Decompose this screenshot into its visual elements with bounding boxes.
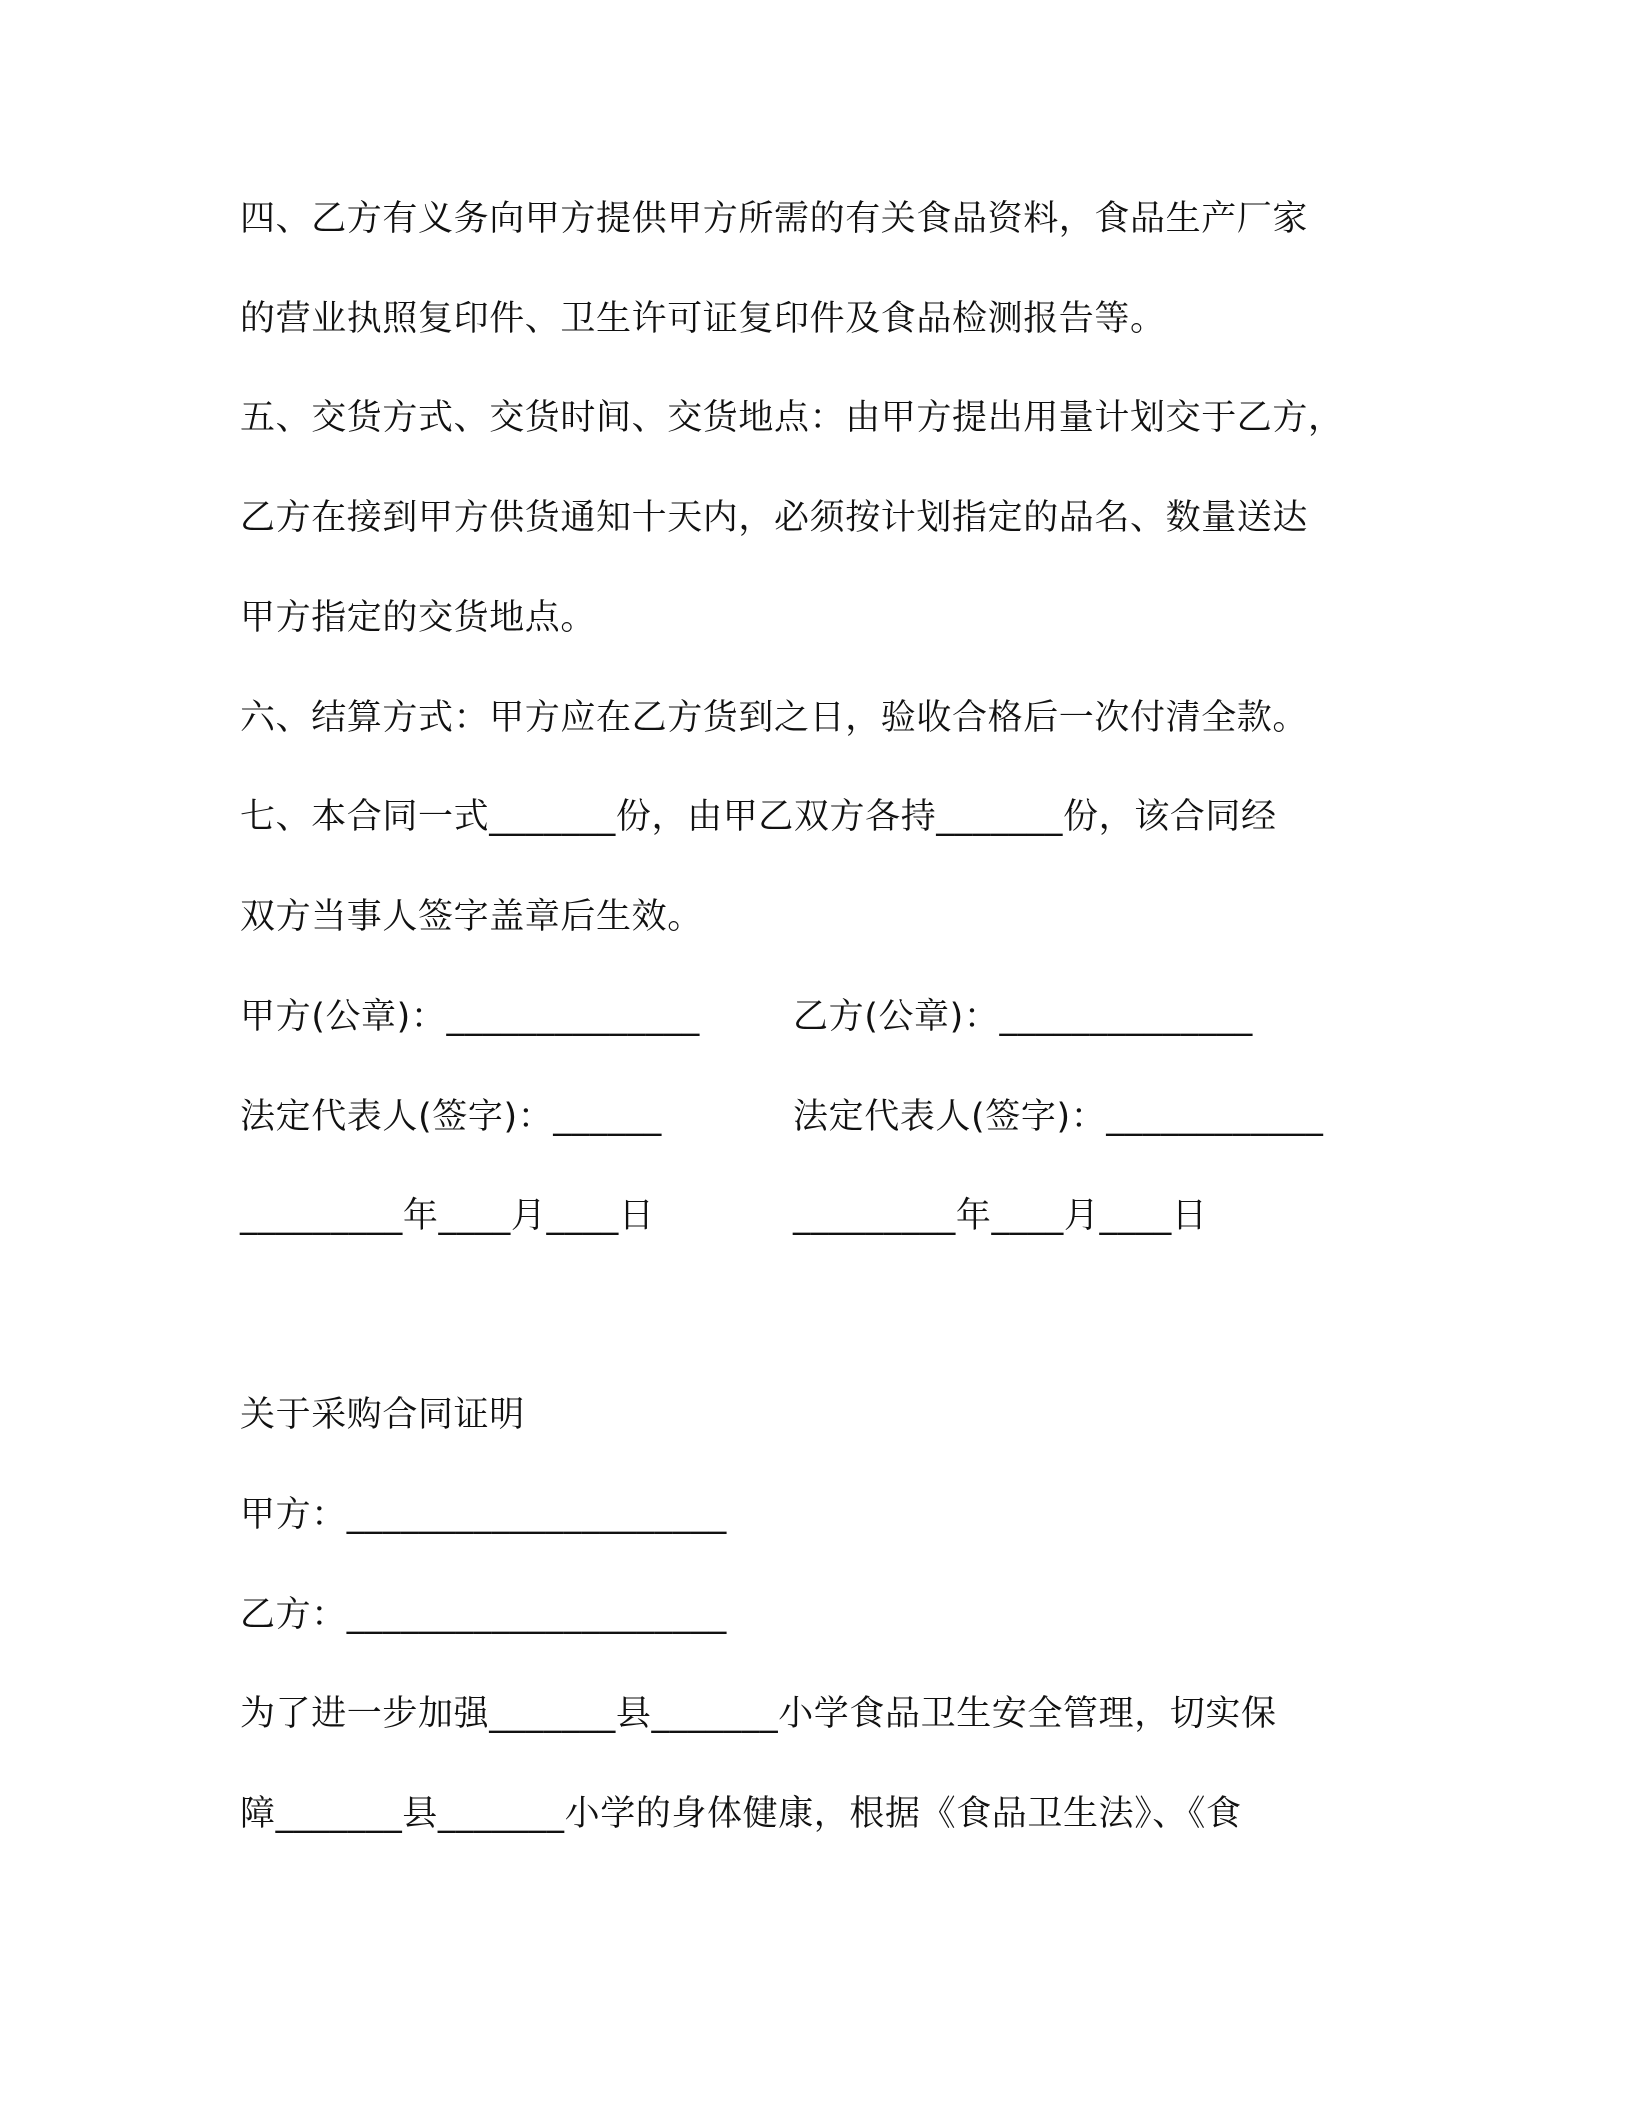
clause-5-line-2: 乙方在接到甲方供货通知十天内，必须按计划指定的品名、数量送达 [240,498,1309,538]
party-a-representative-field: 法定代表人(签字)：______ [240,1097,662,1137]
clause-7-line-2: 双方当事人签字盖章后生效。 [240,897,703,937]
second-document-title: 关于采购合同证明 [240,1395,525,1435]
party-a-seal-field: 甲方(公章)：______________ [240,997,700,1037]
clause-4-line-2: 的营业执照复印件、卫生许可证复印件及食品检测报告等。 [240,299,1166,339]
clause-6-line-1: 六、结算方式：甲方应在乙方货到之日，验收合格后一次付清全款。 [240,698,1309,738]
clause-7-line-1: 七、本合同一式_______份，由甲乙双方各持_______份，该合同经 [240,797,1277,837]
second-body-line-2: 障_______县_______小学的身体健康，根据《食品卫生法》、《食 [240,1794,1242,1834]
clause-4-line-1: 四、乙方有义务向甲方提供甲方所需的有关食品资料，食品生产厂家 [240,199,1309,239]
party-b-representative-field: 法定代表人(签字)：____________ [793,1097,1324,1137]
second-party-a-field: 甲方：_____________________ [240,1495,727,1535]
second-party-b-field: 乙方：_____________________ [240,1595,727,1635]
clause-5-line-1: 五、交货方式、交货时间、交货地点：由甲方提出用量计划交于乙方， [240,398,1344,438]
party-b-date-field: _________年____月____日 [793,1196,1208,1236]
party-a-date-field: _________年____月____日 [240,1196,655,1236]
party-b-seal-field: 乙方(公章)：______________ [793,997,1253,1037]
clause-5-line-3: 甲方指定的交货地点。 [240,598,597,638]
second-body-line-1: 为了进一步加强_______县_______小学食品卫生安全管理，切实保 [240,1694,1277,1734]
